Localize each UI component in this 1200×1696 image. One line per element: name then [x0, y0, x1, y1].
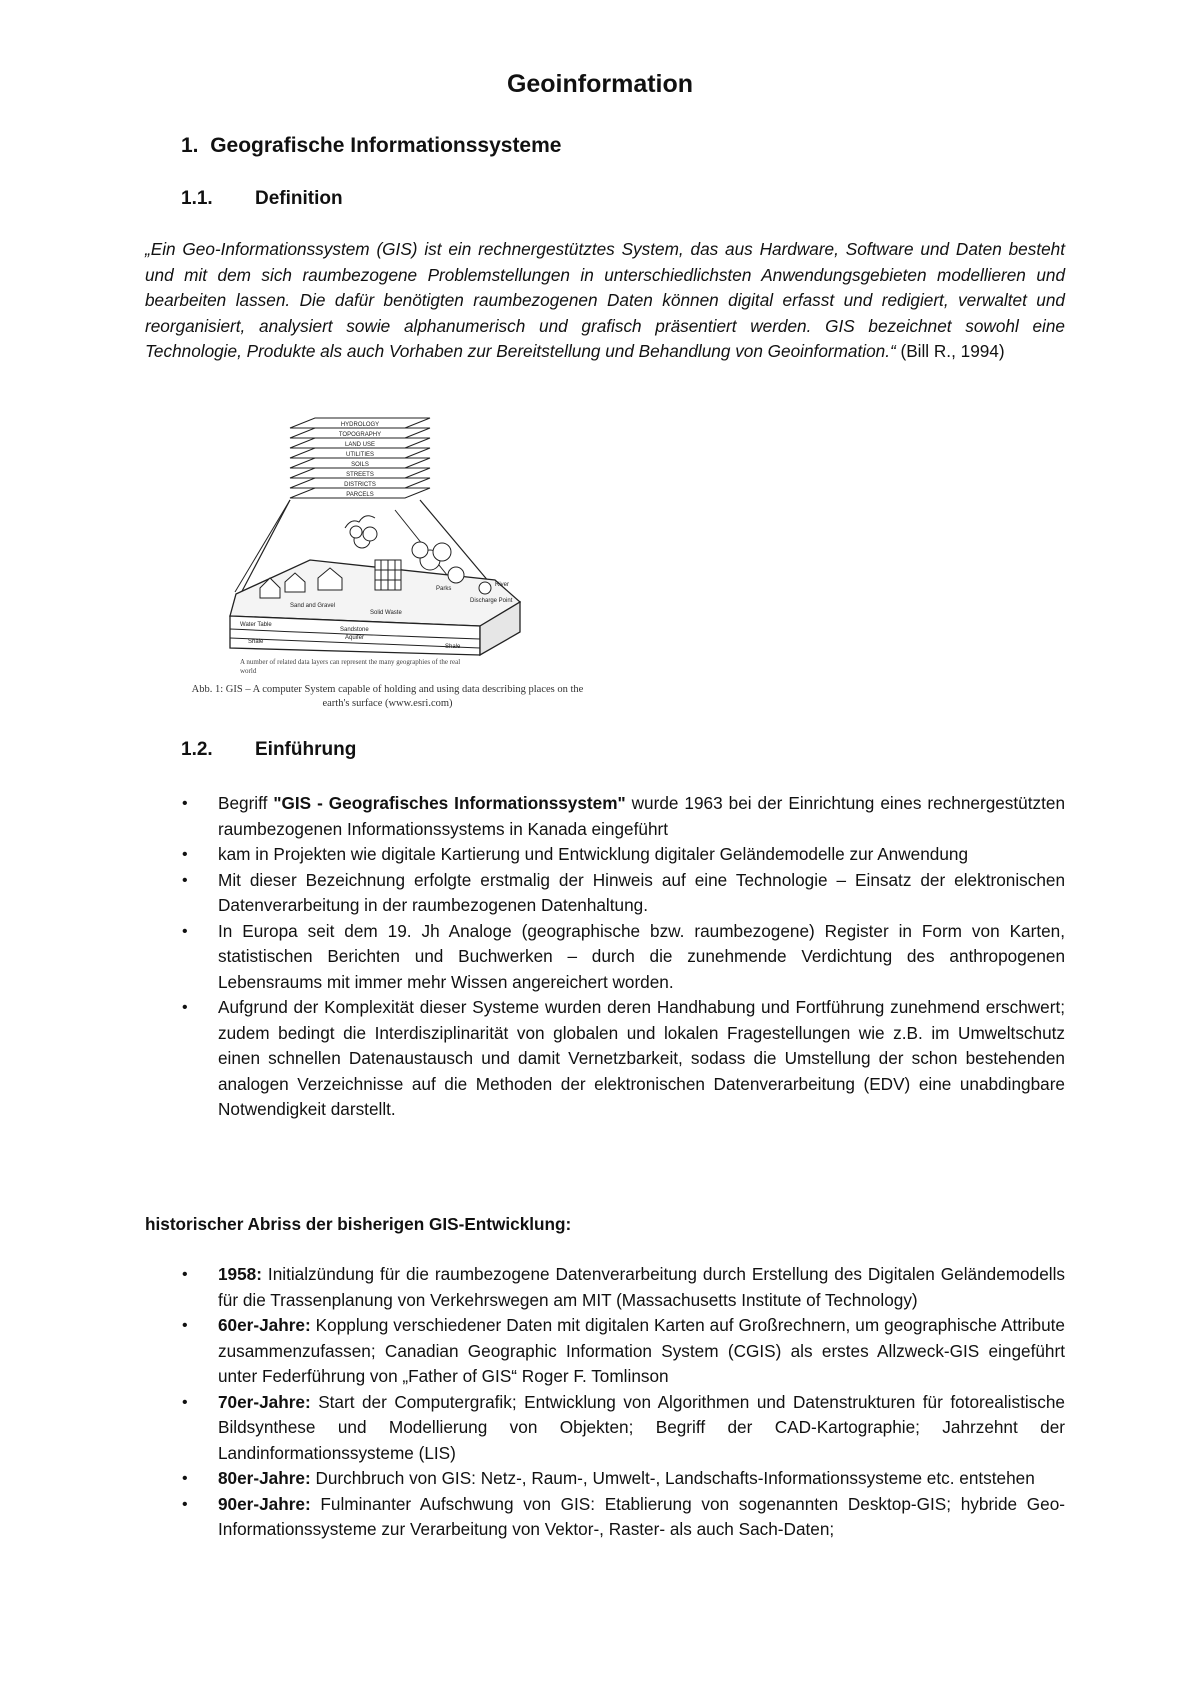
bullet-icon: • — [182, 1266, 188, 1283]
section-title: Einführung — [255, 739, 357, 760]
bullet-icon: • — [182, 795, 188, 812]
list-item-text: Durchbruch von GIS: Netz-, Raum-, Umwelt-, Landschafts-Informationssysteme etc. entstehen — [310, 1468, 1035, 1488]
history-heading: historischer Abriss der bisherigen GIS-Entwicklung: — [145, 1214, 572, 1234]
section-number: 1. — [181, 134, 199, 157]
list-item-bold: 70er-Jahre: — [218, 1391, 311, 1412]
list-item — [145, 919, 1065, 996]
list-item-text: Fulminanter Aufschwung von GIS: Etablierung von sogenannten Desktop-GIS; hybride Geo-Informationssysteme zur Verarbeitung von Vektor-, Raster- als auch Sach-Daten; — [218, 1493, 1065, 1539]
figure-label: Sand and Gravel — [290, 603, 336, 609]
history-bullet-list — [145, 1262, 1065, 1543]
bullet-icon: • — [182, 846, 188, 863]
section-heading-1-2 — [181, 739, 356, 761]
list-item — [145, 868, 1065, 919]
section-number: 1.2. — [181, 739, 213, 760]
list-item-text: Initialzündung für die raumbezogene Datenverarbeitung durch Erstellung des Digitalen Geländemodells für die Trassenplanung von Verkehrswegen am MIT (Massachusetts Institute of Technology) — [218, 1264, 1065, 1310]
definition-quote — [145, 237, 1065, 365]
bullet-icon: • — [182, 922, 188, 940]
figure-caption-line: Abb. 1: GIS – A computer System capable of holding and using data describing places on the — [191, 684, 584, 695]
bullet-icon: • — [182, 1495, 188, 1513]
bullet-icon: • — [182, 1393, 188, 1411]
list-item — [145, 1313, 1065, 1390]
figure-label: Discharge Point — [470, 598, 513, 604]
list-item-text: Start der Computergrafik; Entwicklung von Algorithmen und Datenstrukturen für fotorealistische Bildsynthese und Modellierung von Objekten; Begriff der CAD-Kartographie; Jahrzehnt der Landinformationssysteme (LIS) — [218, 1391, 1065, 1463]
list-item-bold: 1958: — [218, 1264, 262, 1284]
map-layer-label: UTILITIES — [345, 452, 375, 458]
page-title: Geoinformation — [506, 70, 694, 98]
figure-label: Parks — [436, 586, 452, 592]
list-item — [145, 1466, 1065, 1492]
figure-label: Aquifer — [345, 635, 365, 641]
list-item — [145, 1262, 1065, 1313]
quote-text: „Ein Geo-Informationssystem (GIS) ist ein rechnergestütztes System, das aus Hardware, Software und Daten besteht und mit dem sich raumbezogene Problemstellungen in unterschiedlichsten Anwendungsgebieten modellieren und bearbeiten lassen. Die dafür benötigten raumbezogenen Daten können digital erfasst und redigiert, verwaltet und reorganisiert, analysiert sowie alphanumerisch und grafisch präsentiert werden. GIS bezeichnet sowohl eine Technologie, Produkte als auch Vorhaben zur Bereitstellung und Behandlung von Geoinformation.“ — [145, 239, 1065, 361]
list-item — [145, 1492, 1065, 1543]
section-heading-1-1 — [181, 188, 343, 210]
figure-inner-caption: world — [240, 667, 257, 675]
figure-caption-line: earth's surface (www.esri.com) — [322, 698, 453, 709]
list-item-text: kam in Projekten wie digitale Kartierung und Entwicklung digitaler Geländemodelle zur Anwendung — [218, 844, 969, 864]
figure-label: Shale — [445, 644, 461, 650]
figure-label: Sandstone — [340, 627, 369, 633]
section-title: Geografische Informationssysteme — [210, 134, 562, 157]
list-item-text: Kopplung verschiedener Daten mit digitalen Karten auf Großrechnern, um geographische Attribute zusammenzufassen; Canadian Geographic Information System (CGIS) als erstes Allzweck-GIS eingeführt unter Federführung von „Father of GIS“ Roger F. Tomlinson — [218, 1315, 1065, 1386]
list-item — [145, 995, 1065, 1123]
map-layer-label: STREETS — [346, 472, 374, 478]
quote-citation: (Bill R., 1994) — [895, 341, 1005, 361]
map-layer-label: PARCELS — [346, 492, 374, 498]
list-item-bold: 80er-Jahre: — [218, 1468, 311, 1488]
list-item — [145, 791, 1065, 842]
list-item — [145, 842, 1065, 868]
figure-label: Solid Waste — [370, 610, 402, 616]
bullet-icon: • — [182, 1317, 188, 1334]
intro-bullet-list — [145, 791, 1065, 1123]
section-title: Definition — [255, 188, 343, 209]
map-layer-label: LAND USE — [344, 442, 376, 448]
figure-caption — [145, 683, 630, 711]
list-item-text: wurde 1963 bei der Einrichtung eines rechnergestützten raumbezogenen Informationssystems in Kanada eingeführt — [218, 793, 1066, 839]
map-layer-label: TOPOGRAPHY — [338, 432, 382, 438]
gis-layers-figure — [140, 410, 620, 710]
list-item-text: Aufgrund der Komplexität dieser Systeme wurden deren Handhabung und Fortführung zunehmend erschwert; zudem bedingt die Interdisziplinarität von globalen und lokalen Fragestellungen wie z.B. im Umweltschutz einen schnellen Datenaustausch und damit Vernetzbarkeit, sodass die Umstellung der schon bestehenden analogen Verzeichnisse auf die Methoden der elektronischen Datenverarbeitung (EDV) eine unabdingbare Notwendigkeit darstellt. — [218, 997, 1065, 1119]
figure-label: Shale — [248, 639, 264, 645]
list-item-text: In Europa seit dem 19. Jh Analoge (geographische bzw. raumbezogene) Register in Form von Karten, statistischen Berichten und Buchwerken – durch die zunehmende Verdichtung des anthropogenen Lebensraums mit immer mehr Wissen angereichert worden. — [218, 920, 1065, 992]
figure-inner-caption: A number of related data layers can represent the many geographies of the real — [240, 658, 461, 666]
list-item-bold: "GIS - Geografisches Informationssystem" — [273, 793, 626, 813]
section-heading-1 — [181, 134, 561, 158]
list-item-text: Mit dieser Bezeichnung erfolgte erstmalig der Hinweis auf eine Technologie – Einsatz der elektronischen Datenverarbeitung in der raumbezogenen Datenhaltung. — [218, 869, 1065, 915]
list-item-bold: 60er-Jahre: — [218, 1315, 311, 1335]
bullet-icon: • — [182, 871, 188, 889]
map-layer-label: DISTRICTS — [344, 482, 376, 488]
bullet-icon: • — [182, 999, 188, 1016]
list-item — [145, 1390, 1065, 1467]
figure-label: Water Table — [240, 622, 272, 628]
figure-label: River — [495, 582, 510, 588]
list-item-text: Begriff — [218, 793, 274, 813]
layer-stack — [290, 418, 430, 498]
map-layer-label: SOILS — [351, 462, 369, 468]
section-number: 1.1. — [181, 188, 213, 209]
map-layer-label: HYDROLOGY — [340, 422, 380, 428]
list-item-bold: 90er-Jahre: — [218, 1493, 311, 1514]
bullet-icon: • — [182, 1470, 188, 1487]
